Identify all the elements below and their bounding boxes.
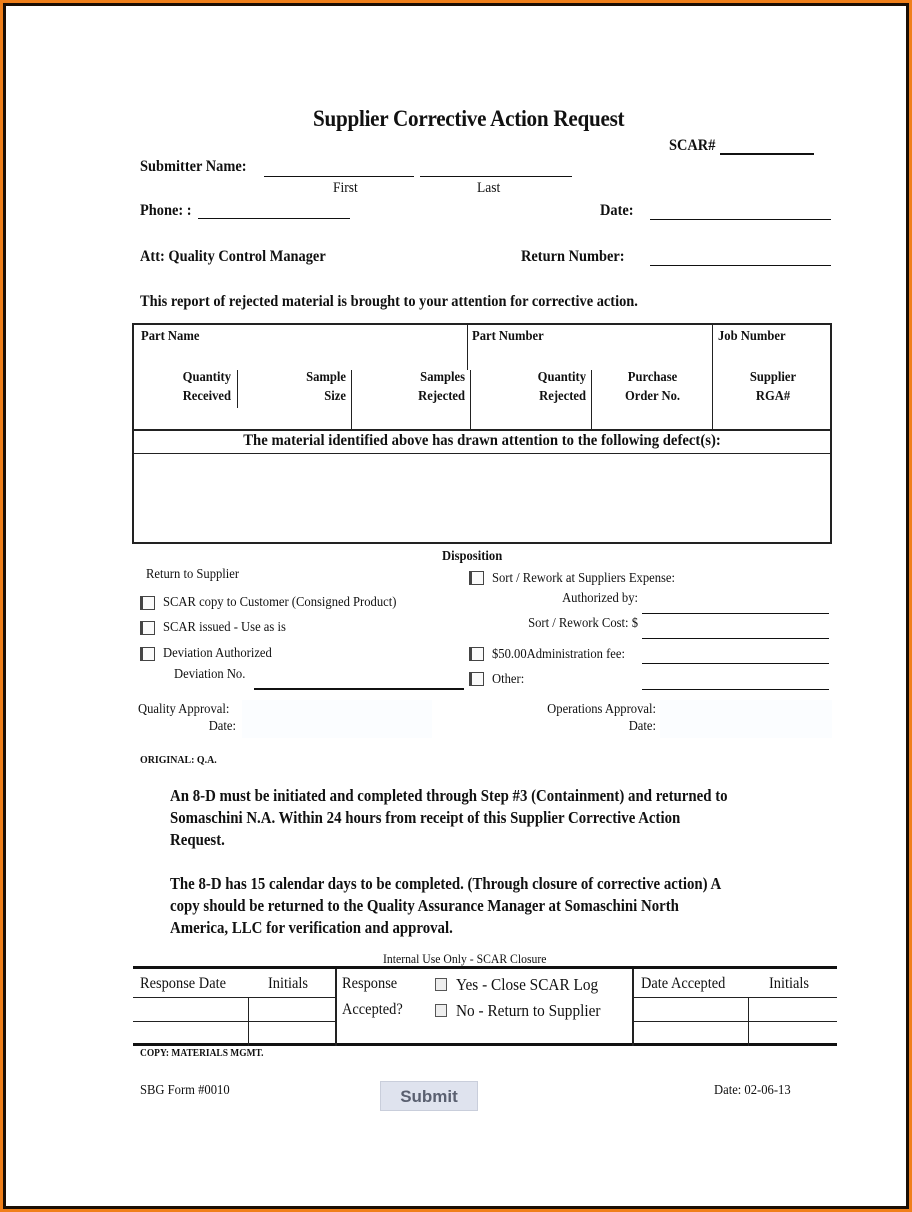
date-label: Date: xyxy=(600,202,634,219)
quantity-rejected-header: Quantity Rejected xyxy=(537,370,586,404)
first-name-field[interactable] xyxy=(264,176,414,177)
initials-left-field-2[interactable] xyxy=(250,1023,334,1044)
submitter-name-label: Submitter Name: xyxy=(140,158,247,175)
deviation-authorized-label: Deviation Authorized xyxy=(163,646,272,661)
date-accepted-field-1[interactable] xyxy=(635,999,747,1020)
quantity-received-header: Quantity Received xyxy=(182,370,231,404)
last-name-caption: Last xyxy=(477,180,501,196)
deviation-authorized-checkbox[interactable] xyxy=(140,647,155,661)
att-label: Att: Quality Control Manager xyxy=(140,248,326,265)
form-page xyxy=(6,6,906,1206)
quality-approval-label: Quality Approval: xyxy=(138,702,230,717)
scar-issued-label: SCAR issued - Use as is xyxy=(163,620,286,635)
quality-date-label: Date: xyxy=(208,719,236,734)
authorized-by-field[interactable] xyxy=(642,613,829,614)
admin-fee-field[interactable] xyxy=(642,663,829,664)
accepted-label: Accepted? xyxy=(342,1001,403,1018)
scar-number-field[interactable] xyxy=(720,153,814,155)
sort-rework-cost-field[interactable] xyxy=(642,638,829,639)
part-name-header: Part Name xyxy=(141,329,200,344)
return-number-label: Return Number: xyxy=(521,248,625,265)
deviation-no-label: Deviation No. xyxy=(174,667,246,682)
initials-left-field-1[interactable] xyxy=(250,999,334,1020)
deviation-no-field[interactable] xyxy=(254,688,464,690)
sort-rework-label: Sort / Rework at Suppliers Expense: xyxy=(492,571,676,586)
containment-paragraph: An 8-D must be initiated and completed through Step #3 (Containment) and returned to Somaschini N.A. Within 24 hours from receipt of this Supplier Corrective Action Request. xyxy=(170,786,728,849)
last-name-field[interactable] xyxy=(420,176,572,177)
operations-approval-field[interactable] xyxy=(660,700,832,738)
date-accepted-field-2[interactable] xyxy=(635,1023,747,1044)
operations-date-label: Date: xyxy=(628,719,656,734)
purchase-order-header: Purchase Order No. xyxy=(624,370,681,404)
scar-copy-checkbox[interactable] xyxy=(140,596,155,610)
yes-close-label: Yes - Close SCAR Log xyxy=(456,975,599,994)
samples-rejected-header: Samples Rejected xyxy=(418,370,465,404)
disposition-title: Disposition xyxy=(442,549,503,564)
defect-description-field[interactable] xyxy=(134,455,830,543)
completion-paragraph: The 8-D has 15 calendar days to be completed. (Through closure of corrective action) A copy should be returned to the Quality Assurance Manager at Somaschini North America, LLC for verification and approval. xyxy=(170,874,722,937)
quality-approval-field[interactable] xyxy=(242,700,432,738)
date-field[interactable] xyxy=(650,219,831,220)
no-return-label: No - Return to Supplier xyxy=(456,1001,601,1020)
scar-closure-table xyxy=(133,966,837,1046)
admin-fee-label: $50.00Administration fee: xyxy=(492,647,625,662)
operations-approval-label: Operations Approval: xyxy=(547,702,656,717)
other-label: Other: xyxy=(492,672,525,687)
phone-label: Phone: : xyxy=(140,202,192,219)
initials-right-field-1[interactable] xyxy=(750,999,836,1020)
closure-title: Internal Use Only - SCAR Closure xyxy=(383,951,547,966)
form-number: SBG Form #0010 xyxy=(140,1083,230,1098)
response-label: Response xyxy=(342,975,398,992)
no-return-checkbox[interactable] xyxy=(435,1004,447,1017)
copy-materials-note: COPY: MATERIALS MGMT. xyxy=(140,1048,264,1059)
phone-field[interactable] xyxy=(198,218,350,219)
authorized-by-label: Authorized by: xyxy=(562,591,638,606)
sample-size-header: Sample Size xyxy=(306,370,346,404)
scar-label: SCAR# xyxy=(669,137,716,154)
yes-close-checkbox[interactable] xyxy=(435,978,447,991)
part-number-header: Part Number xyxy=(472,329,544,344)
defect-header: The material identified above has drawn attention to the following defect(s): xyxy=(243,432,721,449)
initials-left-header: Initials xyxy=(268,975,308,992)
other-field[interactable] xyxy=(642,689,829,690)
job-number-header: Job Number xyxy=(718,329,786,344)
intro-text: This report of rejected material is brought to your attention for corrective action. xyxy=(140,293,638,310)
supplier-rga-header: Supplier RGA# xyxy=(749,370,797,404)
return-to-supplier-label: Return to Supplier xyxy=(146,567,240,582)
first-name-caption: First xyxy=(333,180,358,196)
other-checkbox[interactable] xyxy=(469,672,484,686)
sort-rework-checkbox[interactable] xyxy=(469,571,484,585)
initials-right-field-2[interactable] xyxy=(750,1023,836,1044)
part-info-table xyxy=(132,323,832,544)
admin-fee-checkbox[interactable] xyxy=(469,647,484,661)
response-date-header: Response Date xyxy=(140,975,226,992)
response-date-field-1[interactable] xyxy=(133,999,247,1020)
scar-copy-label: SCAR copy to Customer (Consigned Product) xyxy=(163,595,397,610)
original-qa-note: ORIGINAL: Q.A. xyxy=(140,754,217,766)
form-title: Supplier Corrective Action Request xyxy=(313,106,625,131)
return-number-field[interactable] xyxy=(650,265,831,266)
form-date: Date: 02-06-13 xyxy=(714,1083,791,1098)
submit-button[interactable]: Submit xyxy=(380,1081,478,1111)
initials-right-header: Initials xyxy=(769,975,809,992)
sort-rework-cost-label: Sort / Rework Cost: $ xyxy=(528,616,638,631)
date-accepted-header: Date Accepted xyxy=(641,975,726,992)
response-date-field-2[interactable] xyxy=(133,1023,247,1044)
scar-issued-checkbox[interactable] xyxy=(140,621,155,635)
